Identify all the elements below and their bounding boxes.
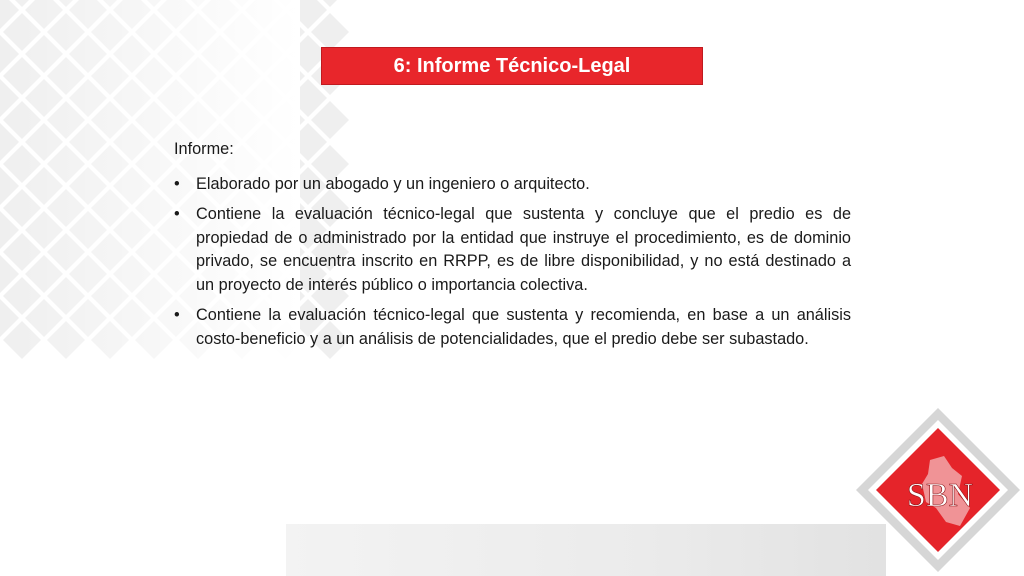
list-item-text: Elaborado por un abogado y un ingeniero o arquitecto. — [196, 174, 590, 193]
bottom-gray-bar — [286, 524, 886, 576]
bullet-marker: • — [174, 306, 180, 324]
slide-title: 6: Informe Técnico-Legal — [393, 54, 631, 77]
content-heading: Informe: — [174, 140, 234, 158]
bullet-marker: • — [174, 174, 180, 193]
sbn-logo — [852, 404, 1024, 576]
list-item — [174, 304, 851, 351]
title-banner — [321, 47, 703, 85]
slide-content — [174, 138, 851, 358]
list-item-text: Contiene la evaluación técnico-legal que sustenta y recomienda, en base a un análisis costo-beneficio y a un análisis de potencialidades, que el predio debe ser subastado. — [196, 306, 851, 348]
logo-text: SBN — [906, 477, 974, 514]
list-item — [174, 173, 851, 197]
list-item-text: Contiene la evaluación técnico-legal que sustenta y concluye que el predio es de propiedad de o administrado por la entidad que instruye el procedimiento, es de dominio privado, se encuentra inscrito en RRPP, es de libre disponibilidad, y no está destinado a un proyecto de interés público o importancia colectiva. — [196, 205, 851, 294]
bullet-marker: • — [174, 205, 180, 223]
list-item — [174, 203, 851, 297]
bullet-list — [174, 173, 851, 352]
